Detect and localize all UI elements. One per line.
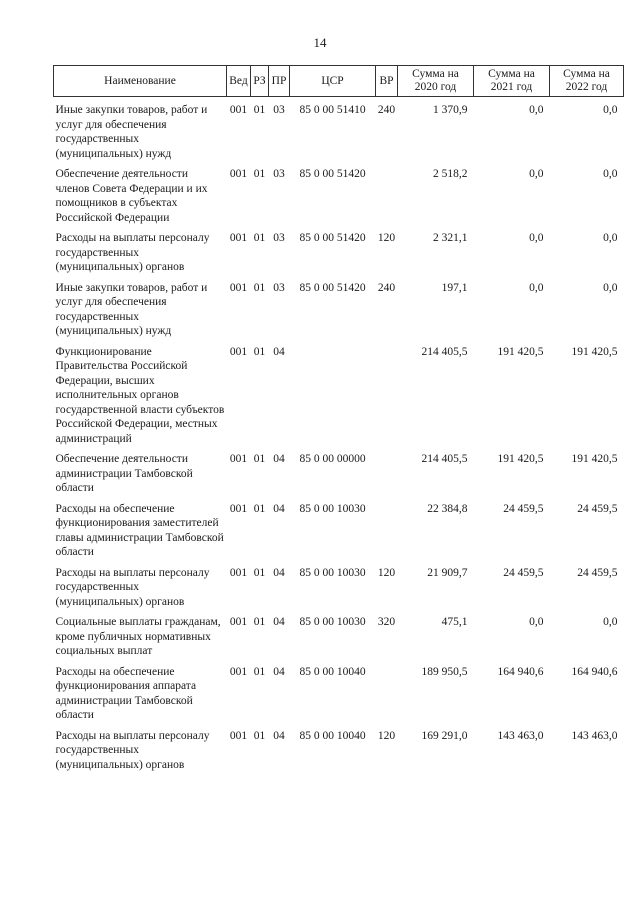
row-csr: 85 0 00 10040 (299, 665, 366, 678)
table-row (54, 339, 624, 447)
row-sum-2022: 191 420,5 (571, 453, 618, 465)
row-sum-2020: 1 370,9 (433, 104, 468, 116)
table-row (54, 446, 624, 496)
row-pr: 04 (273, 566, 285, 579)
row-vr (376, 496, 398, 560)
row-sum-2022: 24 459,5 (577, 502, 618, 515)
header-sum-2022: Сумма на 2022 год (550, 66, 624, 97)
table-row (54, 275, 624, 339)
header-pr: ПР (269, 66, 290, 97)
row-pr: 03 (273, 104, 285, 116)
row-ved: 001 (229, 566, 248, 579)
row-ved: 001 (229, 168, 248, 180)
row-rz: 01 (253, 453, 266, 465)
row-ved: 001 (229, 232, 248, 244)
row-pr: 04 (273, 345, 285, 358)
row-csr: 85 0 00 10030 (299, 616, 366, 628)
row-ved: 001 (229, 453, 248, 465)
row-name: Расходы на обеспечение функционирования аппарата администрации Тамбовской области (55, 665, 197, 721)
row-pr: 04 (273, 665, 285, 678)
row-name: Расходы на выплаты персоналу государственных (муниципальных) органов (55, 232, 210, 273)
header-sum-2020: Сумма на 2020 год (398, 66, 474, 97)
row-ved: 001 (229, 502, 248, 515)
page-number: 14 (313, 35, 327, 50)
table-row (54, 723, 624, 773)
row-sum-2020: 21 909,7 (427, 566, 468, 579)
row-name: Иные закупки товаров, работ и услуг для обеспечения государственных (муниципальных) нужд (55, 281, 208, 337)
row-ved: 001 (229, 104, 248, 116)
row-sum-2021: 191 420,5 (497, 345, 544, 358)
table-row (54, 161, 624, 225)
row-vr: 240 (377, 281, 396, 294)
row-sum-2021: 24 459,5 (503, 566, 544, 579)
table-row (54, 496, 624, 560)
row-pr: 04 (273, 453, 285, 465)
row-name: Обеспечение деятельности администрации Тамбовской области (55, 453, 193, 494)
row-vr (376, 659, 398, 723)
header-ved: Вед (227, 66, 251, 97)
table-row (54, 97, 624, 162)
row-csr: 85 0 00 10040 (299, 729, 366, 742)
row-sum-2020: 475,1 (441, 616, 468, 628)
table-header (54, 66, 624, 97)
row-rz: 01 (253, 502, 266, 515)
table-row (54, 560, 624, 610)
row-vr: 120 (377, 232, 396, 244)
row-name: Расходы на выплаты персоналу государственных (муниципальных) органов (55, 729, 210, 771)
row-pr: 03 (273, 232, 285, 244)
row-rz: 01 (253, 665, 266, 678)
row-csr: 85 0 00 51410 (299, 104, 366, 116)
row-name: Обеспечение деятельности членов Совета Федерации и их помощников в субъектах Российской Федерации (55, 168, 208, 224)
row-vr (376, 161, 398, 225)
budget-table (53, 65, 624, 772)
row-name: Расходы на выплаты персоналу государственных (муниципальных) органов (55, 566, 210, 608)
row-sum-2022: 24 459,5 (577, 566, 618, 579)
row-pr: 03 (273, 168, 285, 180)
row-sum-2021: 24 459,5 (503, 502, 544, 515)
row-rz: 01 (253, 168, 266, 180)
row-name: Функционирование Правительства Российской Федерации, высших исполнительных органов государственной власти субъектов Российской Федерации, местных администраций (55, 345, 225, 445)
row-sum-2020: 2 321,1 (433, 232, 468, 244)
row-sum-2022: 0,0 (603, 281, 618, 294)
table-row (54, 609, 624, 659)
row-rz: 01 (253, 104, 266, 116)
row-vr: 320 (377, 616, 396, 628)
row-sum-2020: 214 405,5 (421, 453, 468, 465)
row-pr: 04 (273, 502, 285, 515)
table-row (54, 659, 624, 723)
row-pr: 03 (273, 281, 285, 294)
row-ved: 001 (229, 729, 248, 742)
row-sum-2021: 164 940,6 (497, 665, 544, 678)
header-name: Наименование (54, 66, 227, 97)
row-ved: 001 (229, 345, 248, 358)
table-body (54, 97, 624, 773)
row-sum-2021: 191 420,5 (497, 453, 544, 465)
row-ved: 001 (229, 281, 248, 294)
row-rz: 01 (253, 281, 266, 294)
row-csr: 85 0 00 10030 (299, 566, 366, 579)
row-vr (376, 446, 398, 496)
row-name: Социальные выплаты гражданам, кроме публичных нормативных социальных выплат (55, 616, 221, 657)
header-sum-2021: Сумма на 2021 год (474, 66, 550, 97)
row-sum-2021: 0,0 (529, 168, 544, 180)
row-vr (376, 339, 398, 447)
row-sum-2020: 214 405,5 (421, 345, 468, 358)
row-sum-2022: 143 463,0 (571, 729, 618, 742)
row-pr: 04 (273, 616, 285, 628)
row-sum-2022: 0,0 (603, 168, 618, 180)
row-sum-2020: 169 291,0 (421, 729, 468, 742)
row-name: Расходы на обеспечение функционирования заместителей главы администрации Тамбовской области (55, 502, 224, 558)
row-csr: 85 0 00 10030 (299, 502, 366, 515)
row-vr: 240 (377, 104, 396, 116)
row-sum-2020: 189 950,5 (421, 665, 468, 678)
row-sum-2021: 0,0 (529, 616, 544, 628)
row-vr: 120 (377, 729, 396, 742)
row-sum-2022: 0,0 (603, 616, 618, 628)
header-vr: ВР (376, 66, 398, 97)
row-sum-2022: 164 940,6 (571, 665, 618, 678)
row-name: Иные закупки товаров, работ и услуг для обеспечения государственных (муниципальных) нужд (55, 104, 208, 160)
row-pr: 04 (273, 729, 285, 742)
row-sum-2021: 0,0 (529, 104, 544, 116)
row-csr: 85 0 00 00000 (299, 453, 366, 465)
row-csr (290, 339, 376, 447)
row-csr: 85 0 00 51420 (299, 281, 366, 294)
row-ved: 001 (229, 616, 248, 628)
row-rz: 01 (253, 345, 266, 358)
row-ved: 001 (229, 665, 248, 678)
row-csr: 85 0 00 51420 (299, 232, 366, 244)
row-sum-2020: 2 518,2 (433, 168, 468, 180)
header-rz: РЗ (251, 66, 269, 97)
row-sum-2022: 0,0 (603, 232, 618, 244)
row-sum-2021: 0,0 (529, 232, 544, 244)
table-row (54, 225, 624, 275)
row-rz: 01 (253, 566, 266, 579)
row-sum-2021: 143 463,0 (497, 729, 544, 742)
row-csr: 85 0 00 51420 (299, 168, 366, 180)
row-rz: 01 (253, 616, 266, 628)
row-rz: 01 (253, 729, 266, 742)
row-sum-2021: 0,0 (529, 281, 544, 294)
row-sum-2022: 191 420,5 (571, 345, 618, 358)
row-sum-2022: 0,0 (603, 104, 618, 116)
row-sum-2020: 22 384,8 (427, 502, 468, 515)
row-sum-2020: 197,1 (441, 281, 468, 294)
header-csr: ЦСР (290, 66, 376, 97)
row-rz: 01 (253, 232, 266, 244)
row-vr: 120 (377, 566, 396, 579)
